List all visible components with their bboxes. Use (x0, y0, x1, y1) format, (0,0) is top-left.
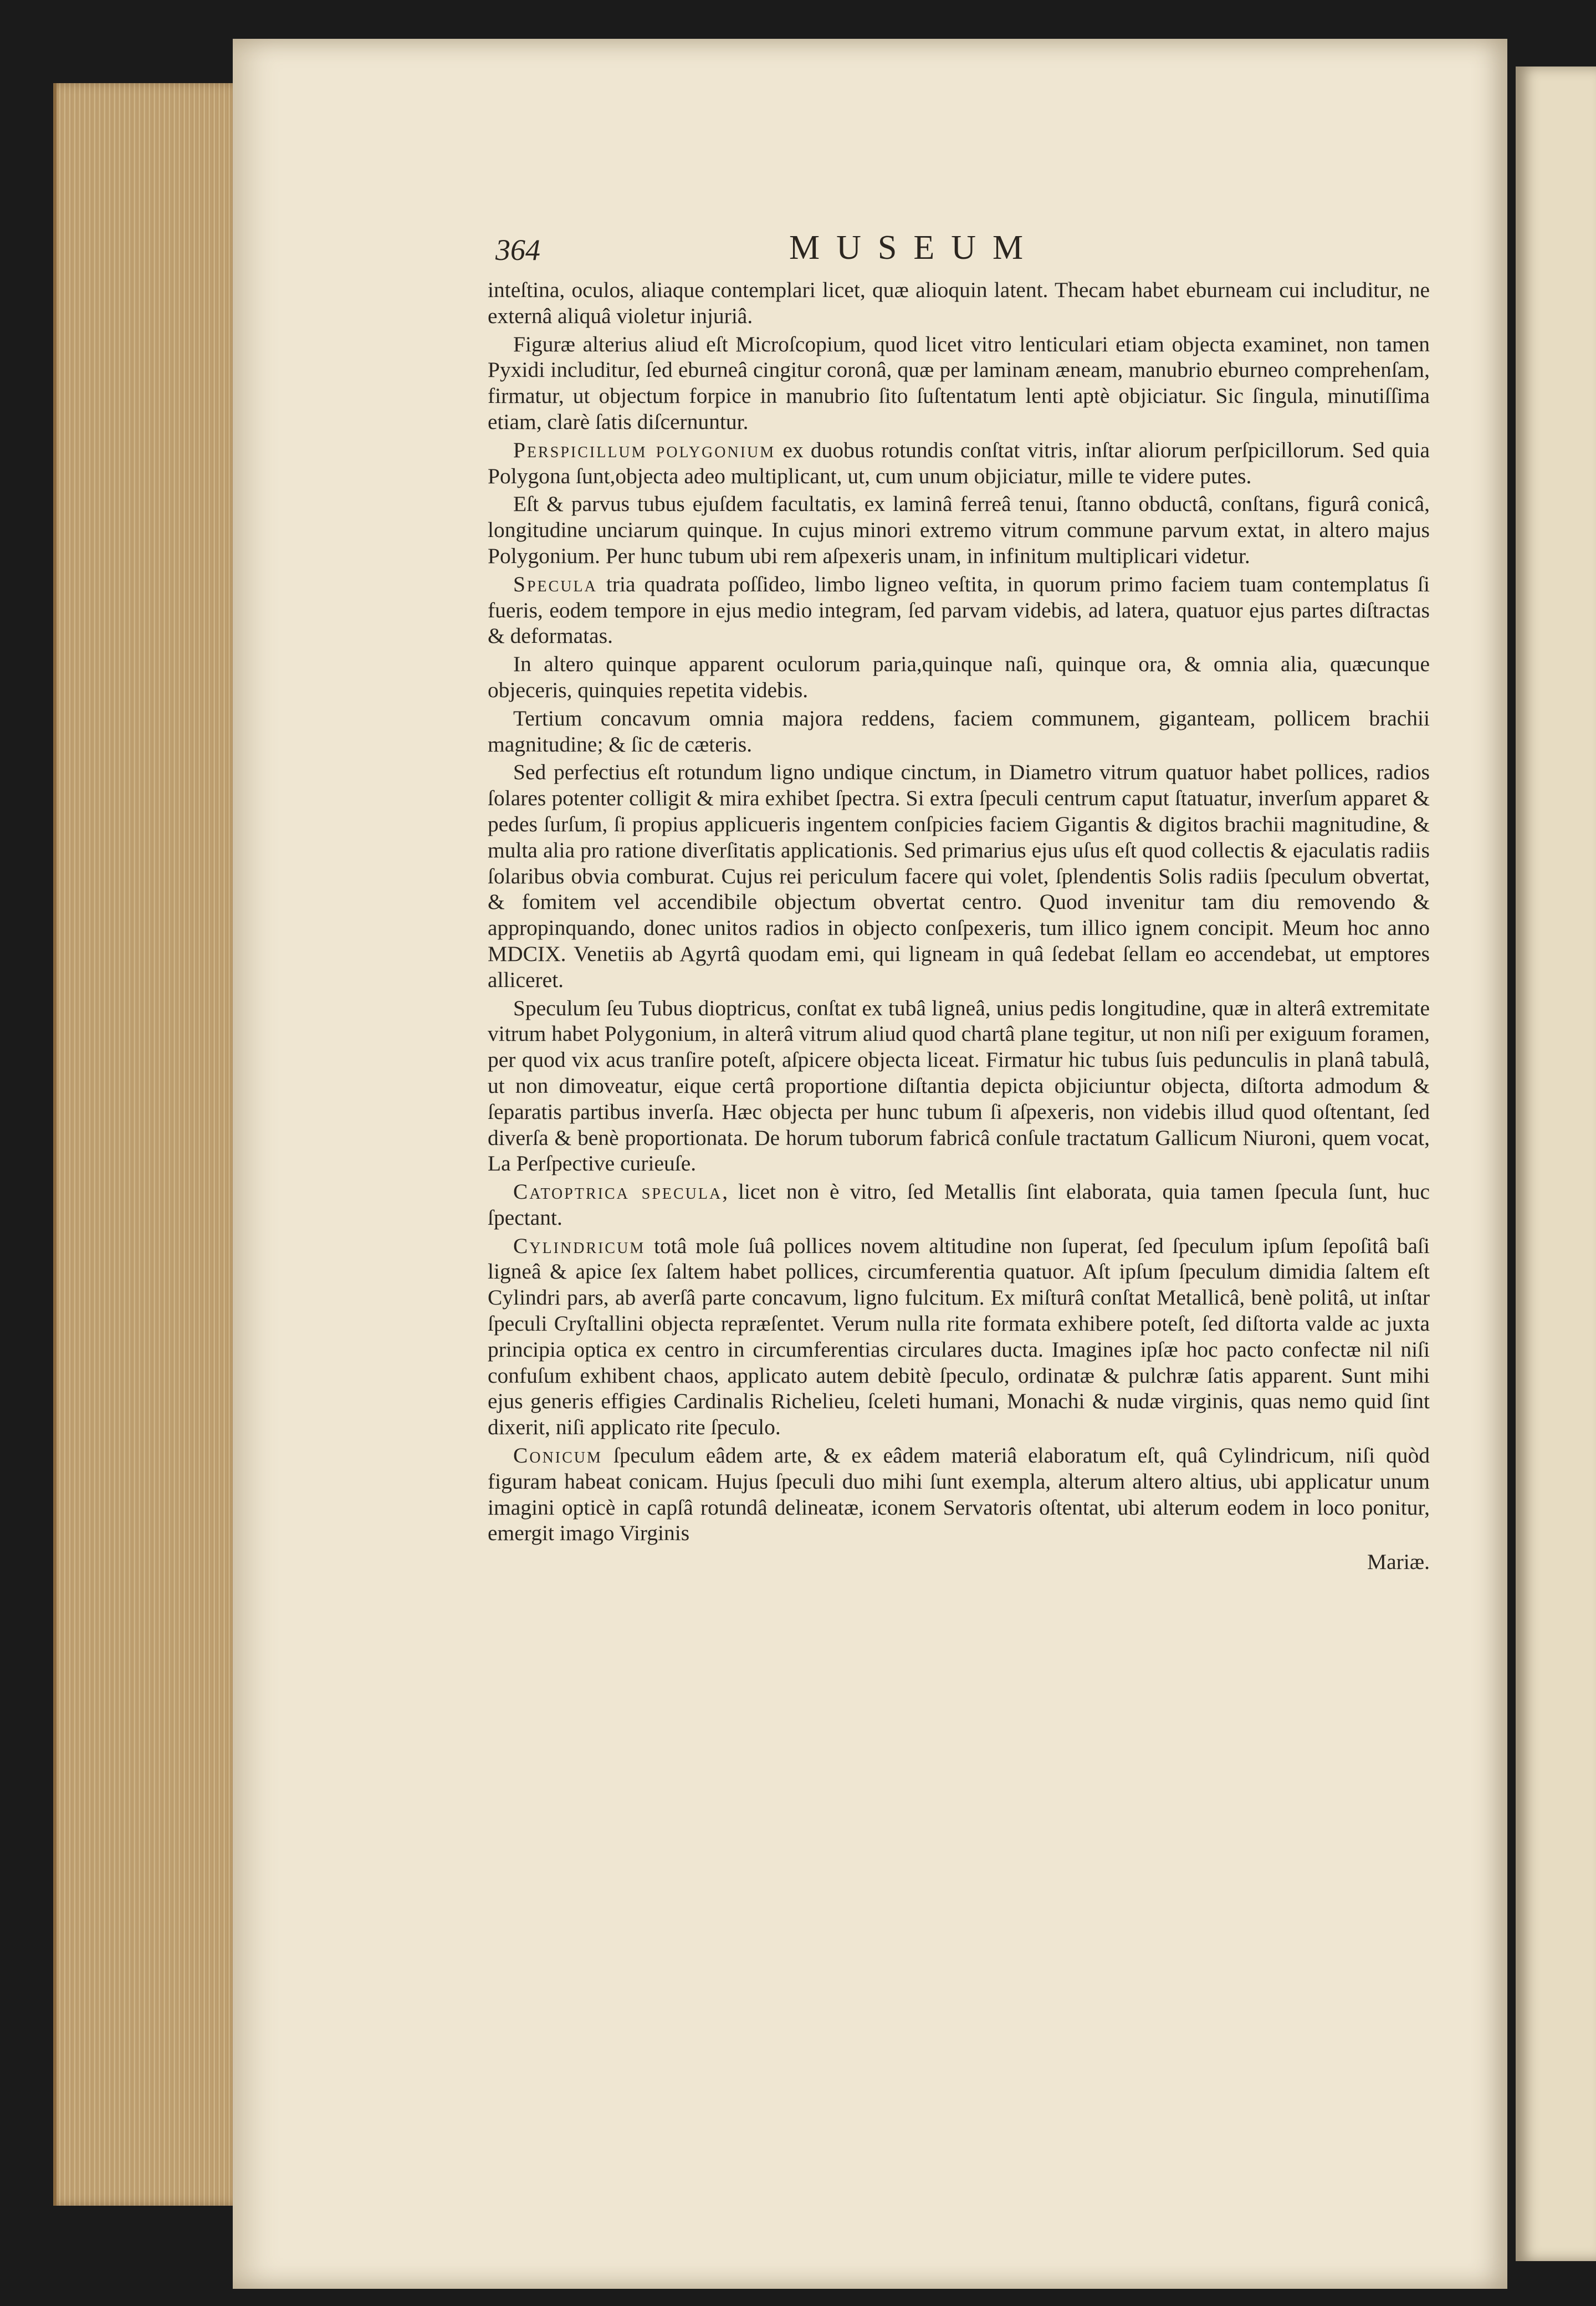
paragraph-lead: Cylindricum (513, 1233, 646, 1258)
book-fore-edge (53, 83, 245, 2206)
body-text (488, 277, 1430, 1574)
paragraph: Tertium concavum omnia majora reddens, faciem communem, giganteam, pollicem brachii magnitudine; & ſic de cæteris. (488, 705, 1430, 756)
paragraph: Cylindricum totâ mole ſuâ pollices novem altitudine non ſuperat, ſed ſpeculum ipſum ſepoſitâ baſi ligneâ & apice ſex ſaltem habet pollices, circumferentia quatuor. Aſt ipſum ſpeculum dimidia ſaltem eſt Cylindri pars, ab averſâ parte concavum, ligno fulcitum. Ex miſturâ conſtat Metallicâ, benè politâ, ut inſtar ſpeculi Cryſtallini objecta repræſentet. Verum nulla rite formata exhibere poteſt, ſed diſtorta valde ac juxta principia optica ex centro in circumferentias circulares ducta. Imagines ipſæ hoc pacto confectæ nil niſi confuſum exhibent chaos, applicato autem debitè ſpeculo, ordinatæ & pulchræ ſatis apparent. Sunt mihi ejus generis effigies Cardinalis Richelieu, ſceleti humani, Monachi & nudæ virginis, quas nemo quid ſint dixerit, niſi applicato rite ſpeculo. (488, 1233, 1430, 1440)
paragraph: Sed perfectius eſt rotundum ligno undique cinctum, in Diametro vitrum quatuor habet pollices, radios ſolares potenter colligit & mira exhibet ſpectra. Si extra ſpeculi centrum caput ſtatuatur, inverſum apparet & pedes ſurſum, ſi propius applicueris ingentem conſpicies faciem Gigantis & digitos brachii magnitudine, & multa alia pro ratione diverſitatis applicationis. Sed primarius ejus uſus eſt quod collectis & ejaculatis radiis ſolaribus obvia comburat. Cujus rei periculum facere qui volet, ſplendentis Solis radiis ſpeculum obvertat, & fomitem vel accendibile objectum obvertat centro. Quod invenitur tam diu removendo & appropinquando, donec unitos radios in objecto conſpexeris, tum illico ignem concipit. Meum hoc anno MDCIX. Venetiis ab Agyrtâ quodam emi, qui ligneam in quâ ſedebat ſellam eo accendebat, ut emptores alliceret. (488, 760, 1430, 992)
paragraph: Eſt & parvus tubus ejuſdem facultatis, ex laminâ ferreâ tenui, ſtanno obductâ, conſtans, figurâ conicâ, longitudine unciarum quinque. In cujus minori extremo vitrum commune parvum extat, in altero majus Polygonium. Per hunc tubum ubi rem aſpexeris unam, in infinitum multiplicari videtur. (488, 492, 1430, 568)
paragraph: Conicum ſpeculum eâdem arte, & ex eâdem materiâ elaboratum eſt, quâ Cylindricum, niſi quòd figuram habeat conicam. Hujus ſpeculi duo mihi ſunt exempla, alterum altero altius, ubi applicatur unum imagini opticè in capſâ rotundâ delineatæ, iconem Servatoris oſtentat, ubi alterum eodem in loco ponitur, emergit imago Virginis (488, 1443, 1430, 1546)
paragraph: Specula tria quadrata poſſideo, limbo ligneo veſtita, in quorum primo faciem tuam contemplatus ſi fueris, eodem tempore in ejus medio integram, ſed parvam videbis, ad latera, quatuor ejus partes diſtractas & deformatas. (488, 571, 1430, 648)
paragraph: Speculum ſeu Tubus dioptricus, conſtat ex tubâ ligneâ, unius pedis longitudine, quæ in alterâ extremitate vitrum habet Polygonium, in alterâ vitrum aliud quod chartâ plane tegitur, ut non niſi per exiguum foramen, per quod vix acus tranſire poteſt, aſpicere objecta liceat. Firmatur hic tubus ſuis pedunculis in planâ tabulâ, ut non dimoveatur, eique certâ proportione diſtantia depicta objiciuntur objecta, diſtorta admodum & ſeparatis partibus inverſa. Hæc objecta per hunc tubum ſi aſpexeris, non videbis illud quod oſtentant, ſed diverſa & benè proportionata. De horum tuborum fabricâ conſule tractatum Gallicum Niuroni, quem vocat, La Perſpective curieuſe. (488, 995, 1430, 1176)
paragraph: Figuræ alterius aliud eſt Microſcopium, quod licet vitro lenticulari etiam objecta examinet, non tamen Pyxidi includitur, ſed eburneâ cingitur coronâ, quæ per laminam æneam, manubrio eburneo comprehenſam, firmatur, ut objectum forpice in manubrio ſito ſuſtentatum lenti aptè objiciatur. Sic ſingula, minutiſſima etiam, clarè ſatis diſcernuntur. (488, 331, 1430, 434)
running-title: MUSEUM (789, 229, 1040, 267)
paragraph: Perspicillum polygonium ex duobus rotundis conſtat vitris, inſtar aliorum perſpicillorum. Sed quia Polygona ſunt,objecta adeo multiplicant, ut, cum unum objiciatur, mille te videre putes. (488, 437, 1430, 488)
page-header (495, 229, 1438, 277)
paragraph-lead: Specula (513, 571, 597, 596)
paragraph-lead: Catoptrica specula (513, 1179, 723, 1204)
facing-page-edge (1516, 67, 1596, 2261)
paragraph: In altero quinque apparent oculorum paria,quinque naſi, quinque ora, & omnia alia, quæcunque objeceris, quinquies repetita videbis. (488, 652, 1430, 702)
paragraph: Catoptrica specula, licet non è vitro, ſed Metallis ſint elaborata, quia tamen ſpecula ſunt, huc ſpectant. (488, 1179, 1430, 1230)
paragraph: inteſtina, oculos, aliaque contemplari licet, quæ alioquin latent. Thecam habet eburneam cui includitur, ne externâ aliquâ violetur injuriâ. (488, 278, 1430, 328)
paragraph-lead: Perspicillum polygonium (513, 437, 776, 462)
page-number: 364 (495, 233, 540, 267)
paragraph-lead: Conicum (513, 1443, 602, 1468)
catchword: Mariæ. (1367, 1550, 1430, 1574)
